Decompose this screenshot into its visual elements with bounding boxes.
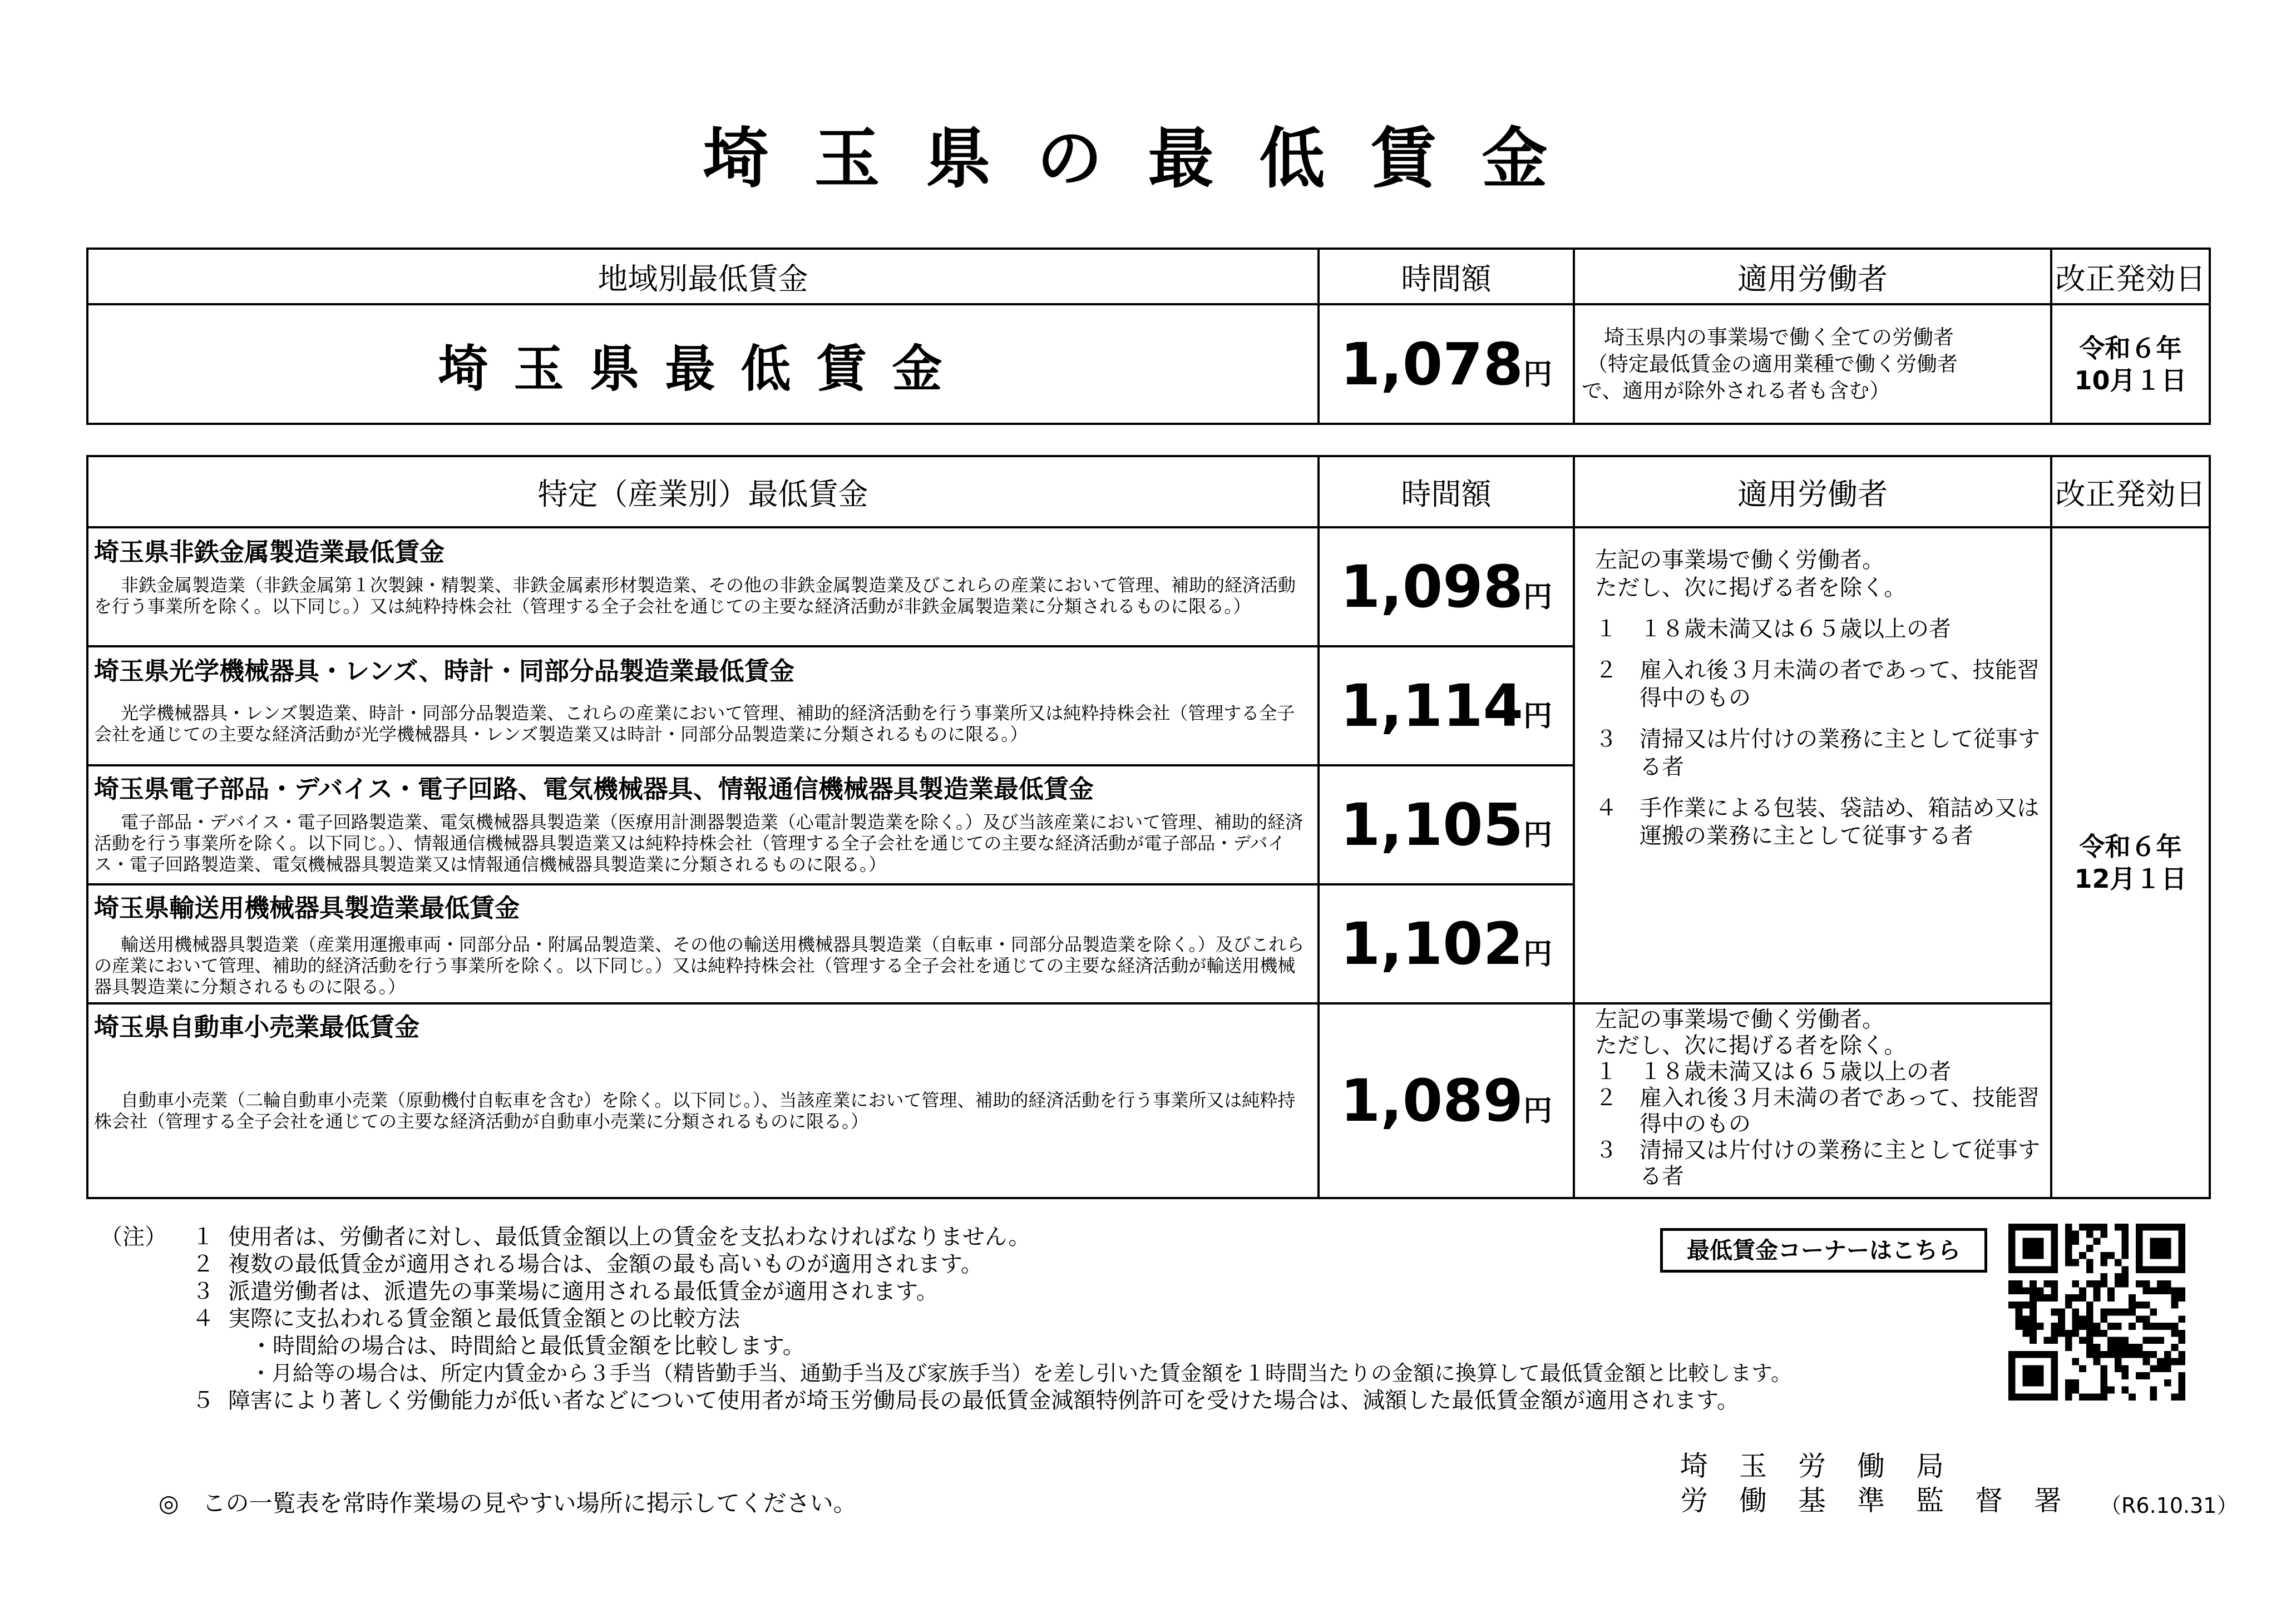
industry-name: 埼玉県輸送用機械器具製造業最低賃金 [94,893,520,923]
workers-exclusion: ２ 雇入れ後３月未満の者であって、技能習得中のもの [1595,1085,2040,1137]
industry-name: 埼玉県非鉄金属製造業最低賃金 [94,537,445,567]
note-text: 実際に支払われる賃金額と最低賃金額との比較方法 [228,1306,740,1332]
note-text: 派遣労働者は、派遣先の事業場に適用される最低賃金が適用されます。 [228,1279,939,1304]
regional-effective-date [2051,304,2210,424]
workers-list [1575,528,2050,850]
header-wage: 時間額 [1319,249,1574,304]
note-text: 使用者は、労働者に対し、最低賃金額以上の賃金を支払わなければなりません。 [228,1224,1031,1250]
industry-wage [1319,646,1574,765]
workers-exclusion: １ １８歳未満又は６５歳以上の者 [1595,616,1951,642]
note-text: 障害により著しく労働能力が低い者などについて使用者が埼玉労働局長の最低賃金減額特例許可を受けた場合は、減額した最低賃金額が適用されます。 [228,1388,1739,1413]
note-row [100,1278,1936,1305]
workers-intro: 左記の事業場で働く労働者。 [1595,547,1884,573]
date-line: 令和６年 [2079,832,2182,862]
qr-code-icon[interactable] [2008,1224,2185,1401]
header-workers: 適用労働者 [1574,249,2051,304]
workers-line: 埼玉県内の事業場で働く全ての労働者 [1604,325,1954,349]
industry-cell [87,1003,1319,1198]
industry-cell [87,884,1319,1003]
note-number [178,1333,228,1360]
workers-line: （特定最低賃金の適用業種で働く労働者 [1587,352,1958,376]
workers-exclusion: ３ 清掃又は片付けの業務に主として従事する者 [1595,1137,2040,1189]
note-number: ５ [192,1388,214,1413]
date-line: 12月１日 [2074,864,2187,894]
header-workers: 適用労働者 [1574,456,2051,527]
header-date: 改正発効日 [2051,456,2210,527]
header-category: 地域別最低賃金 [87,249,1319,304]
note-text: ・月給等の場合は、所定内賃金から３手当（精皆勤手当、通勤手当及び家族手当）を差し引いた賃金額を１時間当たりの金額に換算して最低賃金額と比較します。 [250,1361,1792,1386]
industry-cell [87,646,1319,765]
industry-name: 埼玉県光学機械器具・レンズ、時計・同部分品製造業最低賃金 [94,656,794,686]
note-row [100,1333,1936,1360]
wage-number: 1,105 [1340,791,1523,859]
workers-exclusion: ４ 手作業による包装、袋詰め、箱詰め又は運搬の業務に主として従事する者 [1595,795,2040,849]
office-name-line: 埼玉労働局 [1680,1450,1975,1482]
wage-number: 1,114 [1340,672,1523,740]
yen-unit: 円 [1523,1095,1552,1128]
date-line: 令和６年 [2079,333,2182,363]
issuing-office [1680,1449,2093,1518]
workers-exclusion: １ １８歳未満又は６５歳以上の者 [1595,1059,1951,1085]
yen-unit: 円 [1523,938,1552,971]
wage-number: 1,078 [1340,330,1523,398]
note-text: 複数の最低賃金が適用される場合は、金額の最も高いものが適用されます。 [228,1251,983,1277]
note-row [100,1305,1936,1333]
note-number: ３ [192,1279,214,1304]
minimum-wage-corner-link[interactable]: 最低賃金コーナーはこちら [1660,1228,1987,1273]
industry-name: 埼玉県電子部品・デバイス・電子回路、電気機械器具、情報通信機械器具製造業最低賃金 [94,774,1094,804]
workers-intro: ただし、次に掲げる者を除く。 [1595,575,1907,601]
revision-date: （R6.10.31） [2100,1493,2238,1518]
industry-wage [1319,1003,1574,1198]
workers-group-1 [1574,527,2051,1003]
regional-workers [1574,304,2051,424]
workers-line: で、適用が除外される者も含む） [1582,378,1890,403]
notes-label: （注） [100,1224,167,1250]
workers-group-2 [1574,1003,2051,1198]
yen-unit: 円 [1523,358,1552,392]
industry-wage [1319,527,1574,646]
note-number: ２ [192,1251,214,1277]
header-wage: 時間額 [1319,456,1574,527]
regional-wage-table [86,248,2211,425]
header-category: 特定（産業別）最低賃金 [87,456,1319,527]
industry-description: 自動車小売業（二輪自動車小売業（原動機付自転車を含む）を除く。以下同じ。）、当該産業において管理、補助的経済活動を行う事業所又は純粋持株会社（管理する全子会社を通じての主要な経済活動が自動車小売業に分類されるものに限る。） [94,1090,1296,1132]
note-row [100,1360,1936,1387]
workers-exclusion: ３ 清掃又は片付けの業務に主として従事する者 [1595,726,2040,780]
note-number [178,1360,228,1387]
header-date: 改正発効日 [2051,249,2210,304]
wage-number: 1,098 [1340,553,1523,621]
industry-description: 電子部品・デバイス・電子回路製造業、電気機械器具製造業（医療用計測器製造業（心電計製造業を除く。）及び当該産業において管理、補助的経済活動を行う事業所を除く。以下同じ。）、情報通信機械器具製造業又は純粋持株会社（管理する全子会社を通じての主要な経済活動が電子部品・デバイス・電子回路製造業、電気機械器具製造業又は情報通信機械器具製造業に分類されるものに限る。） [94,812,1303,875]
industry-wage [1319,884,1574,1003]
industry-description: 光学機械器具・レンズ製造業、時計・同部分品製造業、これらの産業において管理、補助的経済活動を行う事業所又は純粋持株会社（管理する全子会社を通じての主要な経済活動が光学機械器具・レンズ製造業又は時計・同部分品製造業に分類されるものに限る。） [94,702,1295,745]
industry-name: 埼玉県自動車小売業最低賃金 [94,1012,420,1042]
specific-wage-table [86,455,2211,1199]
workers-intro: 左記の事業場で働く労働者。 [1595,1007,1884,1032]
date-line: 10月１日 [2074,365,2187,395]
industry-wage [1319,765,1574,884]
industry-cell [87,765,1319,884]
specific-effective-date [2051,527,2210,1198]
workers-list [1575,1005,2050,1190]
yen-unit: 円 [1523,700,1552,733]
regional-wage-name: 埼玉県最低賃金 [87,304,1319,424]
workers-exclusion: ２ 雇入れ後３月未満の者であって、技能習得中のもの [1595,657,2040,711]
workers-intro: ただし、次に掲げる者を除く。 [1595,1033,1907,1058]
office-name-line: 労働基準監督署 [1680,1485,2093,1517]
wage-number: 1,089 [1340,1067,1523,1135]
note-number: ４ [192,1306,214,1332]
industry-description: 輸送用機械器具製造業（産業用運搬車両・同部分品・附属品製造業、その他の輸送用機械器具製造業（自転車・同部分品製造業を除く。）及びこれらの産業において管理、補助的経済活動を行う事業所を除く。以下同じ。）又は純粋持株会社（管理する全子会社を通じての主要な経済活動が輸送用機械器具製造業に分類されるものに限る。） [94,934,1305,997]
yen-unit: 円 [1523,819,1552,852]
industry-description: 非鉄金属製造業（非鉄金属第１次製錬・精製業、非鉄金属素形材製造業、その他の非鉄金属製造業及びこれらの産業において管理、補助的経済活動を行う事業所を除く。以下同じ。）又は純粋持株会社（管理する全子会社を通じての主要な経済活動が非鉄金属製造業に分類されるものに限る。） [94,575,1296,617]
yen-unit: 円 [1523,581,1552,614]
note-number: １ [192,1224,214,1250]
industry-cell [87,527,1319,646]
wage-number: 1,102 [1340,910,1523,978]
note-row [100,1387,1936,1414]
page-title: 埼玉県の最低賃金 [703,120,1593,197]
posting-notice: ◎ この一覧表を常時作業場の見やすい場所に掲示してください。 [159,1490,857,1517]
note-text: ・時間給の場合は、時間給と最低賃金額を比較します。 [250,1333,805,1359]
regional-wage-amount [1319,304,1574,424]
